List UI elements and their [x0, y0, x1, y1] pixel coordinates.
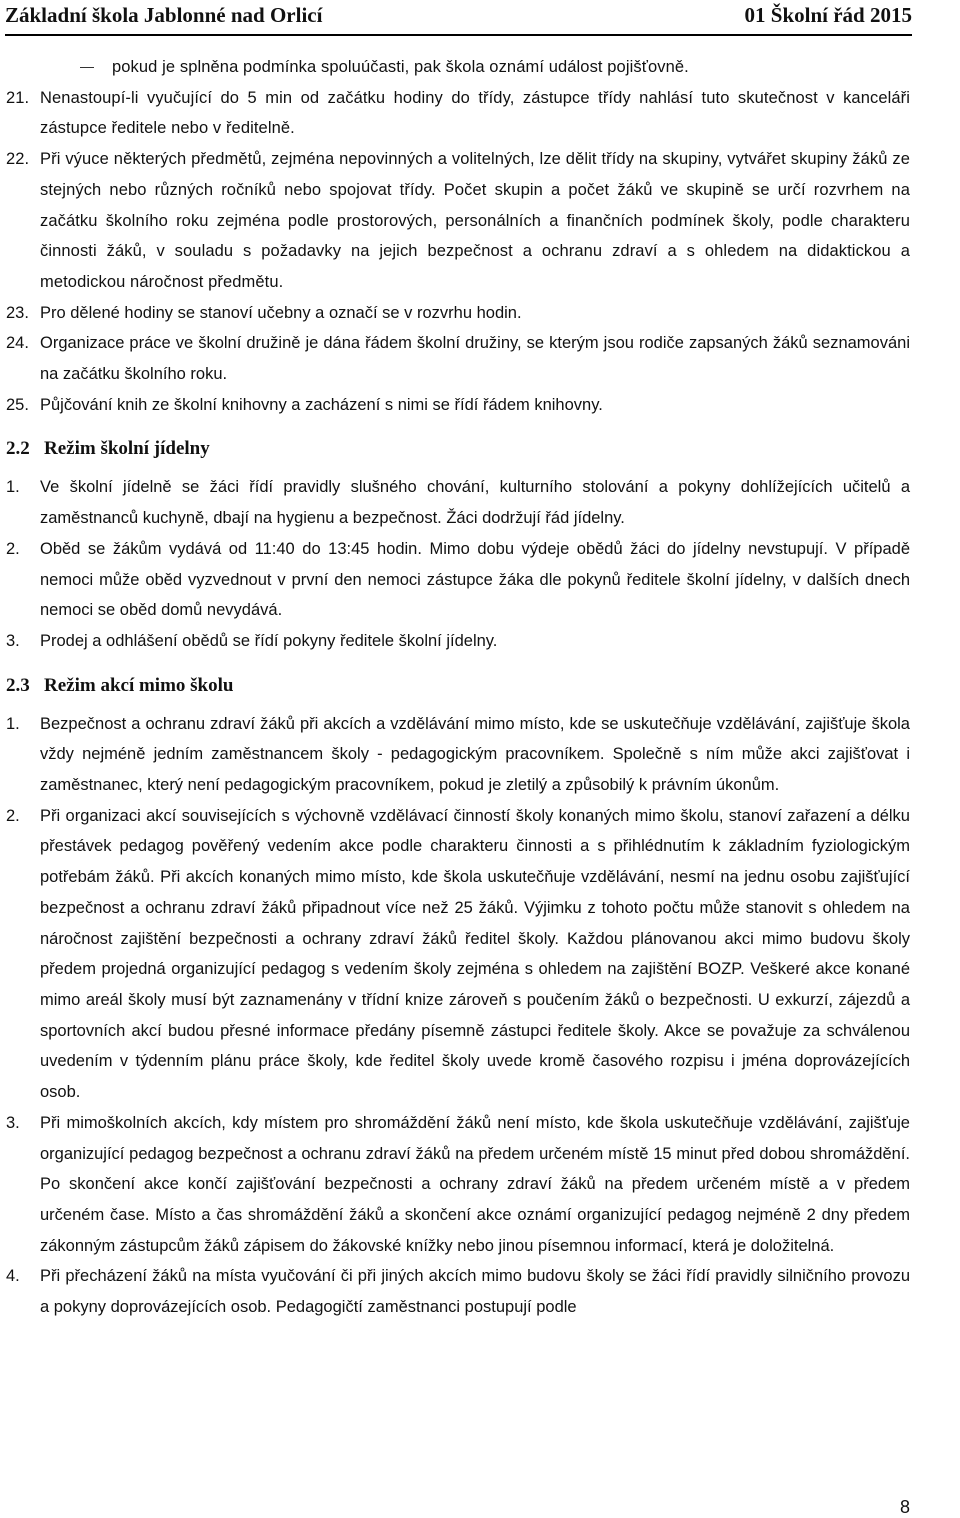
list-item-number: 4.	[6, 1267, 20, 1286]
list-item-number: 1.	[6, 714, 20, 733]
section-number: 2.3	[6, 674, 30, 696]
dash-item-text: pokud je splněna podmínka spoluúčasti, pak škola oznámí událost pojišťovně.	[112, 58, 689, 76]
list-item-text: Organizace práce ve školní družině je dána řádem školní družiny, se kterým jsou rodiče zapsaných žáků seznamováni na začátku školního roku.	[40, 334, 910, 384]
list-item-text: Oběd se žákům vydává od 11:40 do 13:45 hodin. Mimo dobu výdeje obědů žáci do jídelny nevstupují. V případě nemoci může oběd vyzvednout v první den nemoci zástupce žáka dle pokynů ředitele školní jídelny, v dalších dnech nemoci se oběd domů nevydává.	[40, 539, 910, 620]
list-item-24	[0, 328, 910, 389]
list-item-21	[0, 83, 910, 144]
list-item-canteen-2	[0, 534, 910, 626]
list-item-canteen-1	[0, 472, 910, 533]
list-item-25	[0, 390, 910, 421]
list-item-22	[0, 144, 910, 298]
list-item-text: Prodej a odhlášení obědů se řídí pokyny ředitele školní jídelny.	[40, 631, 498, 650]
list-item-canteen-3	[0, 626, 910, 657]
list-item-number: 25.	[6, 395, 29, 414]
list-item-text: Při výuce některých předmětů, zejména nepovinných a volitelných, lze dělit třídy na skupiny, vytvářet skupiny žáků ze stejných nebo různých ročníků nebo spojovat třídy. Počet skupin a počet žáků ve skupině se určí rozvrhem na začátku školního roku zejména podle prostorových, personálních a finančních podmínek školy, podle charakteru činnosti žáků, v souladu s požadavky na jejich bezpečnost a ochranu zdraví a s ohledem na didaktickou a metodickou náročnost předmětu.	[40, 150, 910, 291]
dash-list-item	[0, 52, 910, 83]
list-item-number: 3.	[6, 631, 20, 650]
list-item-text: Při mimoškolních akcích, kdy místem pro shromáždění žáků není místo, kde škola uskutečňuje vzdělávání, zajišťuje organizující pedagog bezpečnost a ochranu zdraví žáků na předem určeném místě 15 minut před dobou shromáždění. Po skončení akce končí zajišťování bezpečnosti a ochrany zdraví žáků na předem určeném místě a v předem určeném čase. Místo a čas shromáždění žáků a skončení akce oznámí organizující pedagog nejméně 2 dny předem zákonným zástupcům žáků zápisem do žákovské knížky nebo jinou písemnou informací, která je doložitelná.	[40, 1113, 910, 1255]
section-heading-school-canteen	[0, 434, 960, 464]
list-item-activities-2	[0, 801, 910, 1108]
list-item-text: Pro dělené hodiny se stanoví učebny a označí se v rozvrhu hodin.	[40, 303, 522, 322]
list-item-number: 3.	[6, 1113, 20, 1132]
list-item-activities-3	[0, 1108, 910, 1262]
list-item-number: 2.	[6, 539, 20, 558]
dash-bullet-icon	[80, 67, 94, 68]
list-item-number: 21.	[6, 88, 30, 107]
list-item-text: Půjčování knih ze školní knihovny a zacházení s nimi se řídí řádem knihovny.	[40, 395, 603, 414]
section-number: 2.2	[6, 438, 30, 460]
list-item-activities-1	[0, 709, 910, 801]
list-item-text: Nenastoupí-li vyučující do 5 min od začátku hodiny do třídy, zástupce třídy nahlásí tuto skutečnost v kanceláři zástupce ředitele nebo v ředitelně.	[40, 88, 910, 138]
page-number: 8	[899, 1497, 910, 1517]
section-title: Režim akcí mimo školu	[44, 674, 234, 696]
header-document-name: 01 Školní řád 2015	[744, 3, 912, 27]
header-school-name: Základní škola Jablonné nad Orlicí	[5, 3, 323, 27]
list-item-number: 22.	[6, 150, 30, 169]
page-header	[5, 0, 912, 36]
list-item-number: 1.	[6, 478, 20, 497]
list-item-text: Při přecházení žáků na místa vyučování či při jiných akcích mimo budovu školy se žáci řídí pravidly silničního provozu a pokyny doprovázejících osob. Pedagogičtí zaměstnanci postupují podle	[40, 1267, 910, 1317]
list-item-text: Ve školní jídelně se žáci řídí pravidly slušného chování, kulturního stolování a pokyny dohlížejících učitelů a zaměstnanců kuchyně, dbají na hygienu a bezpečnost. Žáci dodržují řád jídelny.	[40, 478, 910, 528]
list-item-text: Při organizaci akcí souvisejících s výchovně vzdělávací činností školy konaných mimo školu, stanoví zařazení a délku přestávek pedagog pověřený vedením akce podle charakteru činnosti a s přihlédnutím k základním fyziologickým potřebám žáků. Při akcích konaných mimo místo, kde škola uskutečňuje vzdělávání, nesmí na jednu osobu zajišťující bezpečnost a ochranu zdraví žáků připadnout více než 25 žáků. Výjimku z tohoto počtu může stanovit s ohledem na náročnost zajištění bezpečnosti a ochrany zdraví žáků ředitel školy. Každou plánovanou akci mimo budovu školy předem projedná organizující pedagog s vedením školy zejména s ohledem na zajištění BOZP. Veškeré akce konané mimo areál školy musí být zaznamenány v třídní knize zároveň s poučením žáků o bezpečnosti. U exkurzí, zájezdů a sportovních akcí budou přesné informace předány písemně zástupci ředitele školy. Akce se považuje za schválenou uvedením v týdenním plánu práce školy, kde ředitel školy uvede kromě časového rozpisu i jména doprovázejících osob.	[40, 806, 910, 1102]
list-item-activities-4	[0, 1261, 910, 1322]
list-item-number: 23.	[6, 303, 29, 322]
list-item-23	[0, 298, 910, 329]
section-title: Režim školní jídelny	[44, 438, 210, 460]
document-body	[0, 52, 960, 1323]
section-heading-outside-activities	[0, 671, 960, 701]
list-item-number: 24.	[6, 334, 29, 353]
list-item-text: Bezpečnost a ochranu zdraví žáků při akcích a vzdělávání mimo místo, kde se uskutečňuje vzdělávání, zajišťuje škola vždy nejméně jedním zaměstnancem školy - pedagogickým pracovníkem. Společně s ním může akci zajišťovat i zaměstnanec, který není pedagogickým pracovníkem, pokud je zletilý a způsobilý k právním úkonům.	[40, 714, 910, 795]
list-item-number: 2.	[6, 806, 20, 825]
